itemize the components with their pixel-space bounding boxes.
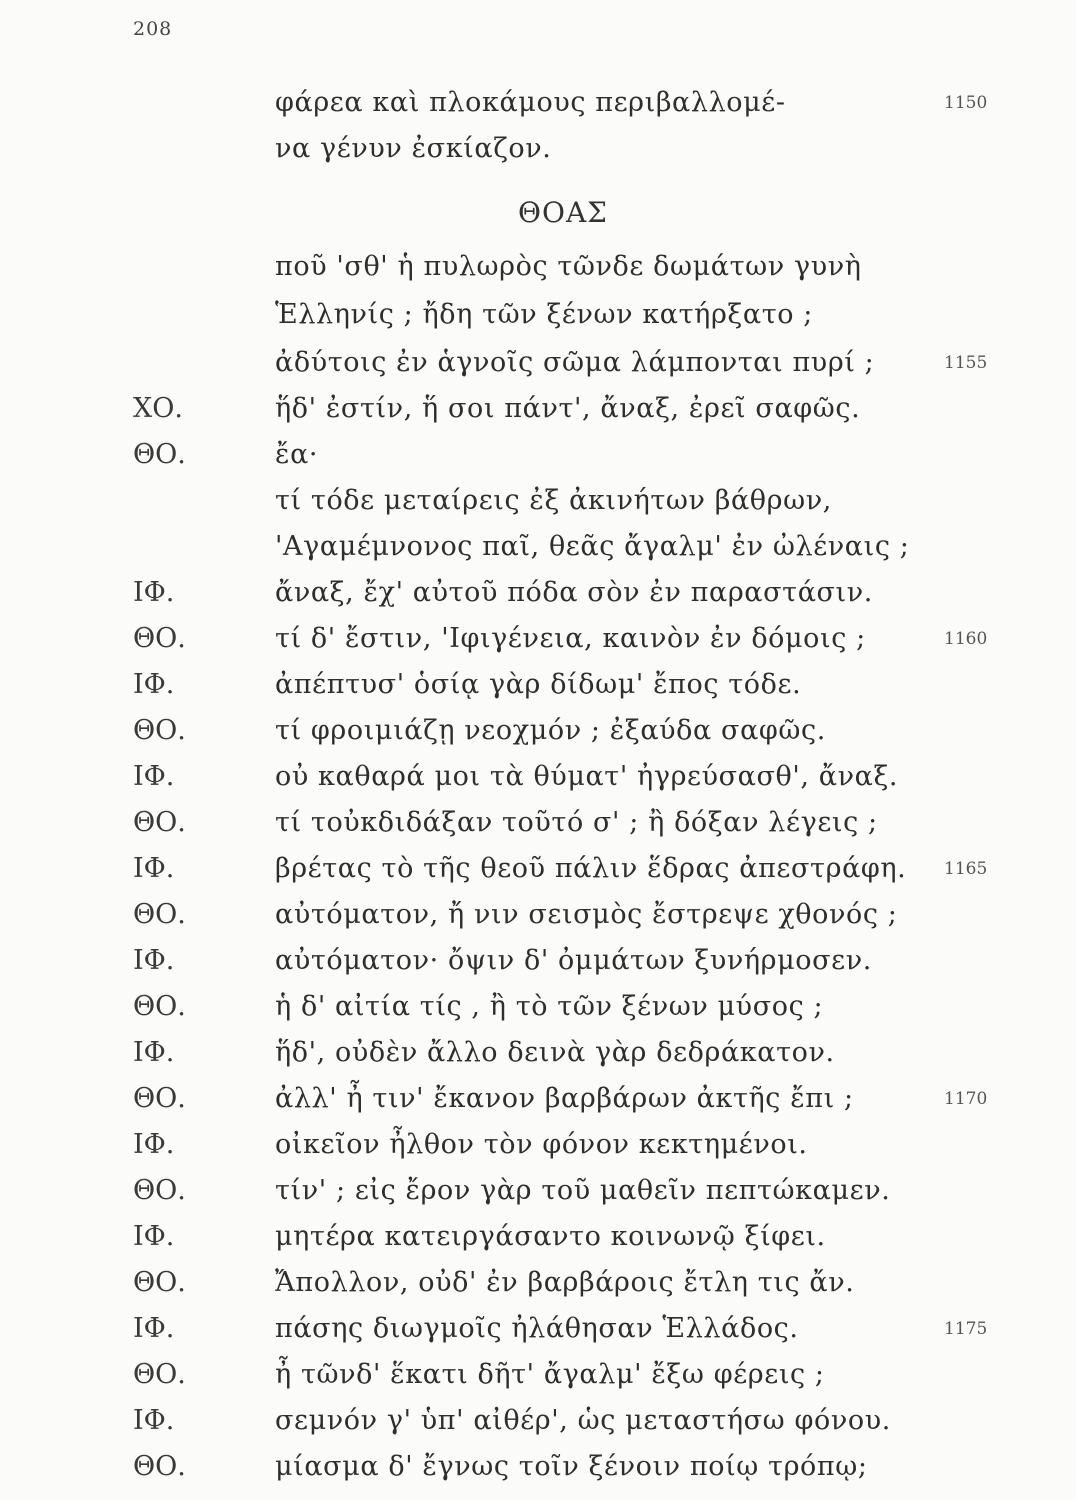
verse-line: [0, 758, 1076, 796]
verse-line: [0, 84, 1076, 122]
verse-line: [0, 1080, 1076, 1118]
verse-text: φάρεα καὶ πλοκάμους περιβαλλομέ-: [275, 87, 786, 118]
verse-line: [0, 896, 1076, 934]
verse-text: σεμνόν γ' ὑπ' αἰθέρ', ὡς μεταστήσω φόνου.: [275, 1405, 891, 1436]
line-number: 1170: [944, 1089, 988, 1109]
line-number: 1150: [944, 93, 988, 113]
verse-text: ἡ δ' αἰτία τίς , ἢ τὸ τῶν ξένων μύσος ;: [275, 991, 824, 1022]
verse-line: [0, 248, 1076, 286]
speaker-label: ΘΟ.: [133, 991, 186, 1022]
speaker-label: ΘΟ.: [133, 1175, 186, 1206]
verse-text: τί τοὐκδιδάξαν τοῦτό σ' ; ἢ δόξαν λέγεις ;: [275, 807, 878, 838]
verse-line: [0, 1218, 1076, 1256]
verse-line: [0, 620, 1076, 658]
verse-text: αὐτόματον· ὄψιν δ' ὀμμάτων ξυνήρμοσεν.: [275, 945, 872, 976]
verse-text: ἦ τῶνδ' ἕκατι δῆτ' ἄγαλμ' ἔξω φέρεις ;: [275, 1359, 825, 1390]
verse-text: οἰκεῖον ἦλθον τὸν φόνον κεκτημένοι.: [275, 1129, 808, 1160]
verse-line: [0, 436, 1076, 474]
verse-line: [0, 574, 1076, 612]
verse-text: ἀδύτοις ἐν ἁγνοῖς σῶμα λάμπονται πυρί ;: [275, 347, 875, 378]
speaker-label: ΙΦ.: [133, 853, 175, 884]
speaker-label: ΙΦ.: [133, 1221, 175, 1252]
speaker-label: ΘΟ.: [133, 623, 186, 654]
verse-line: [0, 850, 1076, 888]
verse-text: 'Αγαμέμνονος παῖ, θεᾶς ἄγαλμ' ἐν ὠλέναις ;: [275, 531, 910, 562]
verse-line: [0, 1126, 1076, 1164]
speaker-label: ΘΟ.: [133, 715, 186, 746]
verse-line: [0, 942, 1076, 980]
speaker-label: ΘΟ.: [133, 439, 186, 470]
verse-text: ἔα·: [275, 439, 319, 470]
verse-text: τί φροιμιάζῃ νεοχμόν ; ἐξαύδα σαφῶς.: [275, 715, 826, 746]
verse-text: τί δ' ἔστιν, 'Ιφιγένεια, καινὸν ἐν δόμοις ;: [275, 623, 866, 654]
speaker-label: ΙΦ.: [133, 1037, 175, 1068]
verse-line: [0, 1356, 1076, 1394]
verse-text: να γένυν ἐσκίαζον.: [275, 133, 552, 164]
verse-line: [0, 1034, 1076, 1072]
verse-line: [0, 1310, 1076, 1348]
line-number: 1175: [944, 1319, 988, 1339]
speaker-label: ΙΦ.: [133, 577, 175, 608]
verse-line: [0, 804, 1076, 842]
verse-text: βρέτας τὸ τῆς θεοῦ πάλιν ἕδρας ἀπεστράφη.: [275, 853, 907, 884]
line-number: 1160: [944, 629, 988, 649]
verse-text: ποῦ 'σθ' ἡ πυλωρὸς τῶνδε δωμάτων γυνὴ: [275, 251, 862, 282]
verse-line: [0, 528, 1076, 566]
verse-text: Ἄπολλον, οὐδ' ἐν βαρβάροις ἔτλη τις ἄν.: [275, 1267, 855, 1298]
verse-text: οὐ καθαρά μοι τὰ θύματ' ἠγρεύσασθ', ἄναξ.: [275, 761, 899, 792]
verse-line: [0, 666, 1076, 704]
verse-text: μητέρα κατειργάσαντο κοινωνῷ ξίφει.: [275, 1221, 826, 1252]
line-number: 1155: [944, 353, 988, 373]
speaker-label: ΘΟ.: [133, 1083, 186, 1114]
speaker-label: ΘΟ.: [133, 1451, 186, 1482]
verse-line: [0, 1448, 1076, 1486]
verse-text: τίν' ; εἰς ἔρον γὰρ τοῦ μαθεῖν πεπτώκαμεν.: [275, 1175, 891, 1206]
verse-line: [0, 482, 1076, 520]
verse-line: [0, 130, 1076, 168]
speaker-heading: ΘΟΑΣ: [518, 196, 608, 229]
speaker-label: ΙΦ.: [133, 669, 175, 700]
speaker-label: ΙΦ.: [133, 1405, 175, 1436]
speaker-label: ΘΟ.: [133, 1359, 186, 1390]
verse-text: τί τόδε μεταίρεις ἐξ ἀκινήτων βάθρων,: [275, 485, 832, 516]
verse-line: [0, 390, 1076, 428]
verse-line: [0, 712, 1076, 750]
verse-line: [0, 296, 1076, 334]
speaker-label: ΙΦ.: [133, 945, 175, 976]
speaker-label: ΘΟ.: [133, 1267, 186, 1298]
speaker-label: ΙΦ.: [133, 1313, 175, 1344]
speaker-label: ΙΦ.: [133, 1129, 175, 1160]
speaker-label: ΧΟ.: [133, 393, 183, 424]
verse-text: Ἑλληνίς ; ἤδη τῶν ξένων κατήρξατο ;: [275, 299, 813, 330]
verse-text: ἀλλ' ἦ τιν' ἔκανον βαρβάρων ἀκτῆς ἔπι ;: [275, 1083, 854, 1114]
verse-line: [0, 344, 1076, 382]
verse-line: [0, 1402, 1076, 1440]
page-number: 208: [133, 18, 173, 40]
speaker-label: ΙΦ.: [133, 761, 175, 792]
verse-line: [0, 988, 1076, 1026]
verse-text: ἄναξ, ἔχ' αὐτοῦ πόδα σὸν ἐν παραστάσιν.: [275, 577, 873, 608]
verse-line: [0, 1172, 1076, 1210]
speaker-label: ΘΟ.: [133, 807, 186, 838]
verse-text: αὐτόματον, ἤ νιν σεισμὸς ἔστρεψε χθονός ;: [275, 899, 898, 930]
verse-text: πάσης διωγμοῖς ἠλάθησαν Ἑλλάδος.: [275, 1313, 799, 1344]
verse-text: ἥδ' ἐστίν, ἥ σοι πάντ', ἄναξ, ἐρεῖ σαφῶς.: [275, 393, 861, 424]
verse-text: μίασμα δ' ἔγνως τοῖν ξένοιν ποίῳ τρόπῳ;: [275, 1451, 868, 1482]
verse-text: ἥδ', οὐδὲν ἄλλο δεινὰ γὰρ δεδράκατον.: [275, 1037, 835, 1068]
line-number: 1165: [944, 859, 988, 879]
verse-line: [0, 1264, 1076, 1302]
speaker-label: ΘΟ.: [133, 899, 186, 930]
verse-text: ἀπέπτυσ' ὁσίᾳ γὰρ δίδωμ' ἔπος τόδε.: [275, 669, 802, 700]
